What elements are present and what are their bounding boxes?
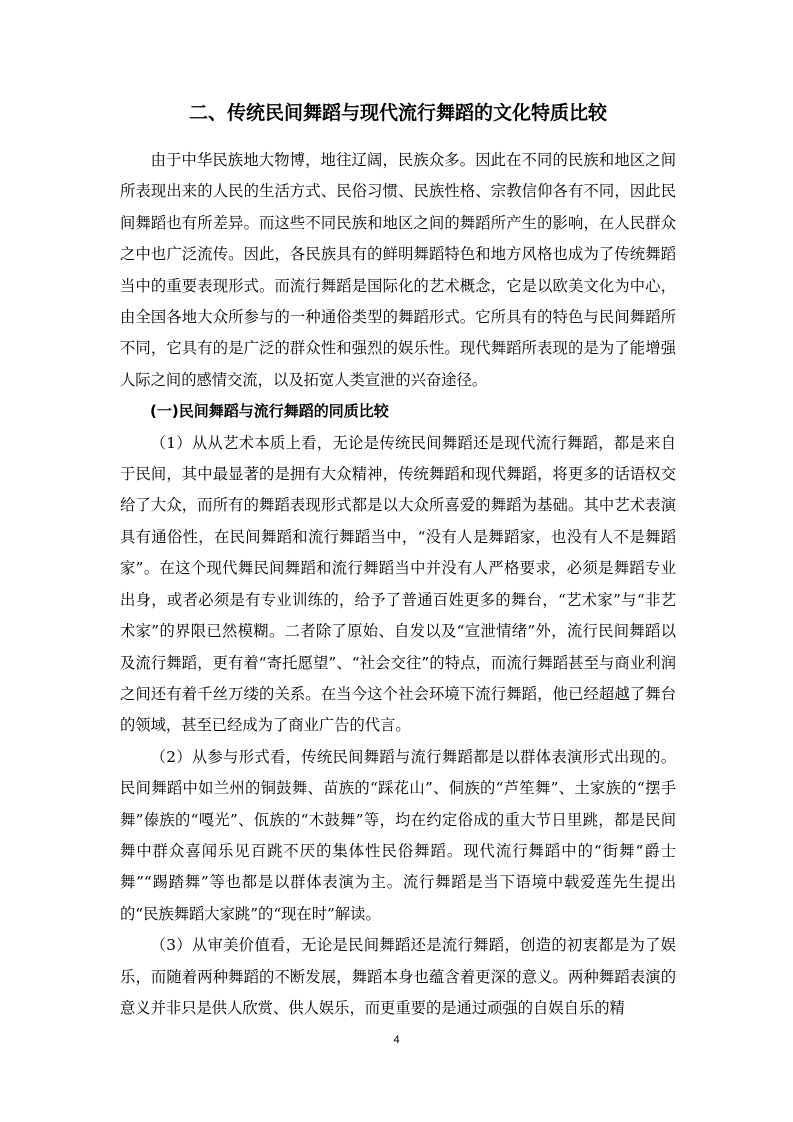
page-number: 4 [393, 1034, 400, 1046]
subsection-heading: (一)民间舞蹈与流行舞蹈的同质比较 [150, 402, 389, 421]
paragraph-3: （3）从审美价值看，无论是民间舞蹈还是流行舞蹈，创造的初衷都是为了娱乐，而随着两种舞蹈的不断发展，舞蹈本身也蕴含着更深的意义。两种舞蹈表演的意义并非只是供人欣赏、供人娱乐，而更重要的是通过顽强的自娱自乐的精 [120, 936, 676, 1017]
document-body [120, 96, 676, 1024]
intro-paragraph: 由于中华民族地大物博，地往辽阔，民族众多。因此在不同的民族和地区之间所表现出来的人民的生活方式、民俗习惯、民族性格、宗教信仰各有不同，因此民间舞蹈也有所差异。而这些不同民族和地区之间的舞蹈所产生的影响，在人民群众之中也广泛流传。因此，各民族具有的鲜明舞蹈特色和地方风格也成为了传统舞蹈当中的重要表现形式。而流行舞蹈是国际化的艺术概念，它是以欧美文化为中心，由全国各地大众所参与的一种通俗类型的舞蹈形式。它所具有的特色与民间舞蹈所不同，它具有的是广泛的群众性和强烈的娱乐性。现代舞蹈所表现的是为了能增强人际之间的感情交流，以及拓宽人类宣泄的兴奋途径。 [120, 151, 676, 389]
section-title: 二、传统民间舞蹈与现代流行舞蹈的文化特质比较 [188, 102, 607, 124]
paragraph-2: （2）从参与形式看，传统民间舞蹈与流行舞蹈都是以群体表演形式出现的。民间舞蹈中如兰州的铜鼓舞、苗族的“踩花山”、侗族的“芦笙舞”、土家族的“摆手舞”傣族的“嘎光”、佤族的“木鼓舞”等，均在约定俗成的重大节日里跳，都是民间舞中群众喜闻乐见百跳不厌的集体性民俗舞蹈。现代流行舞蹈中的“街舞“爵士舞”“踢踏舞”等也都是以群体表演为主。流行舞蹈是当下语境中载爱莲先生提出的“民族舞蹈大家跳”的“现在时”解读。 [120, 747, 676, 923]
paragraph-1: （1）从从艺术本质上看，无论是传统民间舞蹈还是现代流行舞蹈，都是来自于民间，其中最显著的是拥有大众精神，传统舞蹈和现代舞蹈，将更多的话语权交给了大众，而所有的舞蹈表现形式都是以大众所喜爱的舞蹈为基础。其中艺术表演具有通俗性，在民间舞蹈和流行舞蹈当中，“没有人是舞蹈家，也没有人不是舞蹈家”。在这个现代舞民间舞蹈和流行舞蹈当中并没有人严格要求，必须是舞蹈专业出身，或者必须是有专业训练的，给予了普通百姓更多的舞台，“艺术家”与“非艺术家”的界限已然模糊。二者除了原始、自发以及“宣泄情绪”外，流行民间舞蹈以及流行舞蹈，更有着“寄托愿望”、“社会交往”的特点，而流行舞蹈甚至与商业利润之间还有着千丝万缕的关系。在当今这个社会环境下流行舞蹈，他已经超越了舞台的领域，甚至已经成为了商业广告的代言。 [120, 433, 676, 735]
